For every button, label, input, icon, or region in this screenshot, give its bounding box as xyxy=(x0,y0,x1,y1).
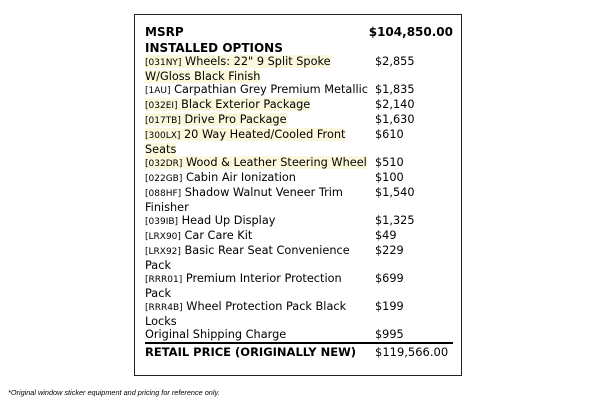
option-text xyxy=(145,214,275,227)
option-name: Drive Pro Package xyxy=(184,113,287,126)
option-text xyxy=(145,113,287,126)
option-text xyxy=(145,128,345,156)
option-price: $610 xyxy=(375,128,404,141)
option-row xyxy=(145,113,453,128)
option-description xyxy=(145,98,371,113)
option-name: 20 Way Heated/Cooled Front Seats xyxy=(145,128,346,156)
option-row xyxy=(145,300,453,328)
msrp-value: $104,850.00 xyxy=(368,25,453,39)
option-row xyxy=(145,244,453,272)
option-description xyxy=(145,171,371,186)
option-text xyxy=(145,229,252,242)
option-price: $699 xyxy=(375,272,404,285)
option-description xyxy=(145,156,371,171)
option-description xyxy=(145,55,371,83)
option-code: [300LX] xyxy=(145,131,181,141)
option-name: Wood & Leather Steering Wheel xyxy=(185,156,367,169)
option-text xyxy=(145,300,346,328)
option-name: Shadow Walnut Veneer Trim Finisher xyxy=(145,186,343,214)
installed-options-title: INSTALLED OPTIONS xyxy=(145,41,283,55)
option-description xyxy=(145,229,371,244)
option-name: Car Care Kit xyxy=(184,229,253,242)
option-text xyxy=(145,98,310,111)
option-row xyxy=(145,98,453,113)
option-row xyxy=(145,229,453,244)
option-text xyxy=(145,55,331,83)
option-row xyxy=(145,55,453,83)
option-text xyxy=(145,186,343,214)
option-text xyxy=(145,83,368,96)
option-price: $199 xyxy=(375,300,404,313)
options-list xyxy=(145,55,453,328)
option-name: Wheel Protection Pack Black Locks xyxy=(145,300,347,328)
option-code: [RRR4B] xyxy=(145,303,183,313)
retail-price-value: $119,566.00 xyxy=(375,345,449,359)
option-price: $49 xyxy=(375,229,397,242)
shipping-label: Original Shipping Charge xyxy=(145,328,287,341)
option-code: [088HF] xyxy=(145,189,182,199)
option-code: [RRR01] xyxy=(145,275,183,285)
option-description xyxy=(145,300,371,328)
option-description xyxy=(145,113,371,128)
option-description xyxy=(145,272,371,300)
option-code: [017TB] xyxy=(145,116,181,126)
option-row xyxy=(145,186,453,214)
option-text xyxy=(145,244,350,272)
option-code: [LRX90] xyxy=(145,232,181,242)
option-text xyxy=(145,156,367,169)
option-description xyxy=(145,83,371,98)
option-name: Black Exterior Package xyxy=(181,98,311,111)
option-text xyxy=(145,272,342,300)
option-code: [039IB] xyxy=(145,217,179,227)
option-price: $2,855 xyxy=(375,55,415,68)
option-price: $229 xyxy=(375,244,404,257)
retail-price-label: RETAIL PRICE (ORIGINALLY NEW) xyxy=(145,345,357,359)
option-description xyxy=(145,128,371,156)
option-row xyxy=(145,272,453,300)
footnote: *Original window sticker equipment and pricing for reference only. xyxy=(8,388,220,397)
option-name: Cabin Air Ionization xyxy=(185,171,296,184)
option-name: Carpathian Grey Premium Metallic xyxy=(174,83,368,96)
option-code: [1AU] xyxy=(145,86,171,96)
option-price: $1,835 xyxy=(375,83,415,96)
option-name: Premium Interior Protection Pack xyxy=(145,272,342,300)
shipping-value: $995 xyxy=(375,328,404,341)
option-description xyxy=(145,214,371,229)
option-row xyxy=(145,128,453,156)
msrp-label: MSRP xyxy=(145,25,184,39)
option-description xyxy=(145,244,371,272)
option-name: Wheels: 22" 9 Split Spoke W/Gloss Black Finish xyxy=(145,55,331,83)
option-price: $1,325 xyxy=(375,214,415,227)
option-row xyxy=(145,156,453,171)
msrp-row xyxy=(145,25,453,39)
option-row xyxy=(145,171,453,186)
option-code: [032EI] xyxy=(145,101,178,111)
option-description xyxy=(145,186,371,214)
retail-price-row xyxy=(145,344,453,360)
option-name: Basic Rear Seat Convenience Pack xyxy=(145,244,350,272)
window-sticker xyxy=(134,14,462,376)
option-code: [031NY] xyxy=(145,58,182,68)
option-row xyxy=(145,83,453,98)
option-row xyxy=(145,214,453,229)
option-text xyxy=(145,171,296,184)
option-code: [022GB] xyxy=(145,174,183,184)
option-price: $1,540 xyxy=(375,186,415,199)
option-code: [032DR] xyxy=(145,159,183,169)
option-price: $100 xyxy=(375,171,404,184)
option-price: $1,630 xyxy=(375,113,415,126)
option-code: [LRX92] xyxy=(145,247,181,257)
option-price: $510 xyxy=(375,156,404,169)
option-price: $2,140 xyxy=(375,98,415,111)
option-name: Head Up Display xyxy=(181,214,276,227)
shipping-row xyxy=(145,328,453,341)
